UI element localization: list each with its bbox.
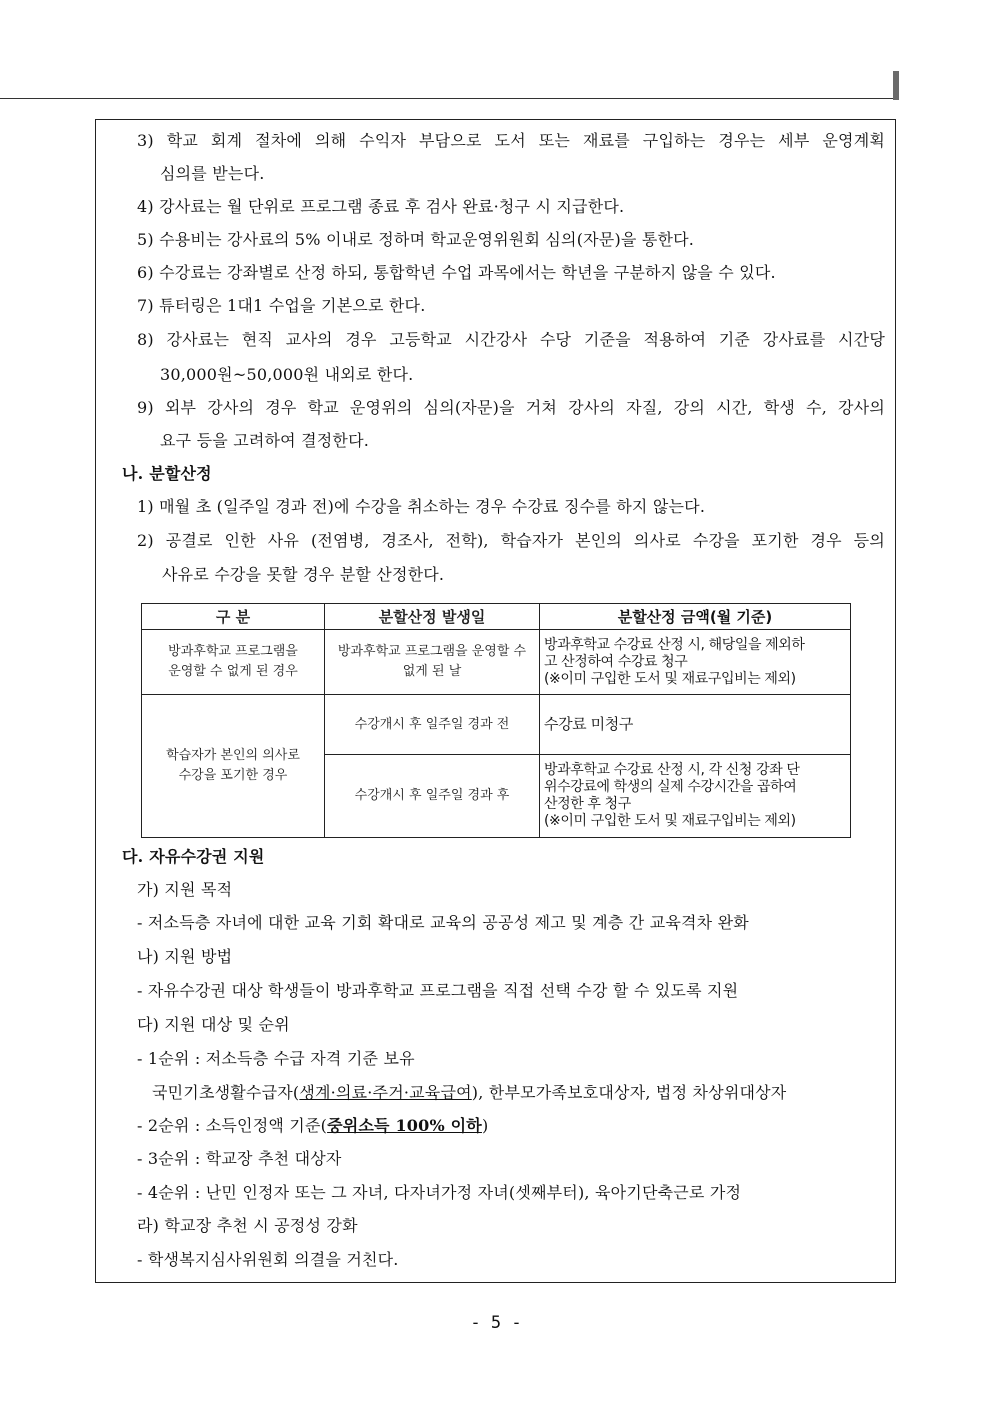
section-na-title: 나. 분할산정 xyxy=(122,464,212,483)
rank-1-detail xyxy=(152,1083,786,1103)
rank-2-post: ) xyxy=(481,1116,489,1135)
rank-2 xyxy=(137,1116,488,1136)
section-da-sub-1-item: - 저소득층 자녀에 대한 교육 기회 확대로 교육의 공공성 제고 및 계층 간 교육격차 완화 xyxy=(137,913,749,932)
section-na-item-1: 1) 매월 초 (일주일 경과 전)에 수강을 취소하는 경우 수강료 징수를 하지 않는다. xyxy=(137,497,706,516)
item-3-line1: 3) 학교 회계 절차에 의해 수익자 부담으로 도서 또는 재료를 구입하는 경우는 세부 운영계획 xyxy=(137,131,885,150)
rank-2-pre: - 2순위 : 소득인정액 기준( xyxy=(137,1116,328,1135)
item-8-line1: 8) 강사료는 현직 교사의 경우 고등학교 시간강사 수당 기준을 적용하여 기준 강사료를 시간당 xyxy=(137,330,885,349)
rank-2-underlined: 중위소득 100% 이하 xyxy=(327,1116,482,1135)
rank-1-detail-post: ), 한부모가족보호대상자, 법정 차상위대상자 xyxy=(471,1083,787,1102)
header-rule xyxy=(0,98,899,99)
rank-4: - 4순위 : 난민 인정자 또는 그 자녀, 다자녀가정 자녀(셋째부터), 육아기단축근로 가정 xyxy=(137,1183,742,1202)
section-da-sub-3: 다) 지원 대상 및 순위 xyxy=(137,1015,290,1034)
table-cell-amount: 방과후학교 수강료 산정 시, 각 신청 강좌 단 위수강료에 학생의 실제 수강시간을 곱하여 산정한 후 청구 (※이미 구입한 도서 및 재료구입비는 제외) xyxy=(540,755,851,838)
section-da-title: 다. 자유수강권 지원 xyxy=(122,847,265,866)
item-9-line1: 9) 외부 강사의 경우 학교 운영위의 심의(자문)을 거쳐 강사의 자질, 강의 시간, 학생 수, 강사의 xyxy=(137,398,885,417)
page-number: - 5 - xyxy=(470,1313,522,1333)
section-da-sub-4: 라) 학교장 추천 시 공정성 강화 xyxy=(137,1216,358,1235)
table-row xyxy=(142,695,851,755)
rank-1-detail-underlined: 생계·의료·주거·교육급여 xyxy=(299,1083,472,1102)
table-cell-category: 학습자가 본인의 의사로 수강을 포기한 경우 xyxy=(142,695,325,838)
table-cell-date: 방과후학교 프로그램을 운영할 수 없게 된 날 xyxy=(325,630,540,695)
rank-1-detail-pre: 국민기초생활수급자( xyxy=(152,1083,300,1102)
section-da-sub-4-item: - 학생복지심사위원회 의결을 거친다. xyxy=(137,1250,399,1269)
table-row xyxy=(142,630,851,695)
section-da-sub-1: 가) 지원 목적 xyxy=(137,880,233,899)
section-na-item-2-line2: 사유로 수강을 못할 경우 분할 산정한다. xyxy=(162,565,445,584)
rank-1: - 1순위 : 저소득층 수급 자격 기준 보유 xyxy=(137,1049,415,1068)
item-9-line2: 요구 등을 고려하여 결정한다. xyxy=(160,431,370,450)
table-header-category: 구 분 xyxy=(142,604,325,630)
table-cell-date: 수강개시 후 일주일 경과 전 xyxy=(325,695,540,755)
table-cell-category: 방과후학교 프로그램을 운영할 수 없게 된 경우 xyxy=(142,630,325,695)
table-cell-date: 수강개시 후 일주일 경과 후 xyxy=(325,755,540,838)
table-header-date: 분할산정 발생일 xyxy=(325,604,540,630)
rank-3: - 3순위 : 학교장 추천 대상자 xyxy=(137,1149,342,1168)
item-3-line2: 심의를 받는다. xyxy=(160,164,265,183)
section-da-sub-2-item: - 자유수강권 대상 학생들이 방과후학교 프로그램을 직접 선택 수강 할 수 있도록 지원 xyxy=(137,981,739,1000)
table-header-amount: 분할산정 금액(월 기준) xyxy=(540,604,851,630)
table-header-row xyxy=(142,604,851,630)
split-calculation-table xyxy=(141,603,851,838)
item-4: 4) 강사료는 월 단위로 프로그램 종료 후 검사 완료·청구 시 지급한다. xyxy=(137,197,625,216)
item-6: 6) 수강료는 강좌별로 산정 하되, 통합학년 수업 과목에서는 학년을 구분하지 않을 수 있다. xyxy=(137,263,776,282)
item-7: 7) 튜터링은 1대1 수업을 기본으로 한다. xyxy=(137,296,426,315)
section-na-item-2-line1: 2) 공결로 인한 사유 (전염병, 경조사, 전학), 학습자가 본인의 의사로 수강을 포기한 경우 등의 xyxy=(137,531,885,550)
section-da-sub-2: 나) 지원 방법 xyxy=(137,947,233,966)
table-cell-amount: 방과후학교 수강료 산정 시, 해당일을 제외하 고 산정하여 수강료 청구 (※이미 구입한 도서 및 재료구입비는 제외) xyxy=(540,630,851,695)
table-cell-amount: 수강료 미청구 xyxy=(540,695,851,755)
item-8-line2: 30,000원~50,000원 내외로 한다. xyxy=(160,365,414,384)
item-5: 5) 수용비는 강사료의 5% 이내로 정하며 학교운영위원회 심의(자문)을 통한다. xyxy=(137,230,695,249)
header-bar xyxy=(893,71,899,100)
